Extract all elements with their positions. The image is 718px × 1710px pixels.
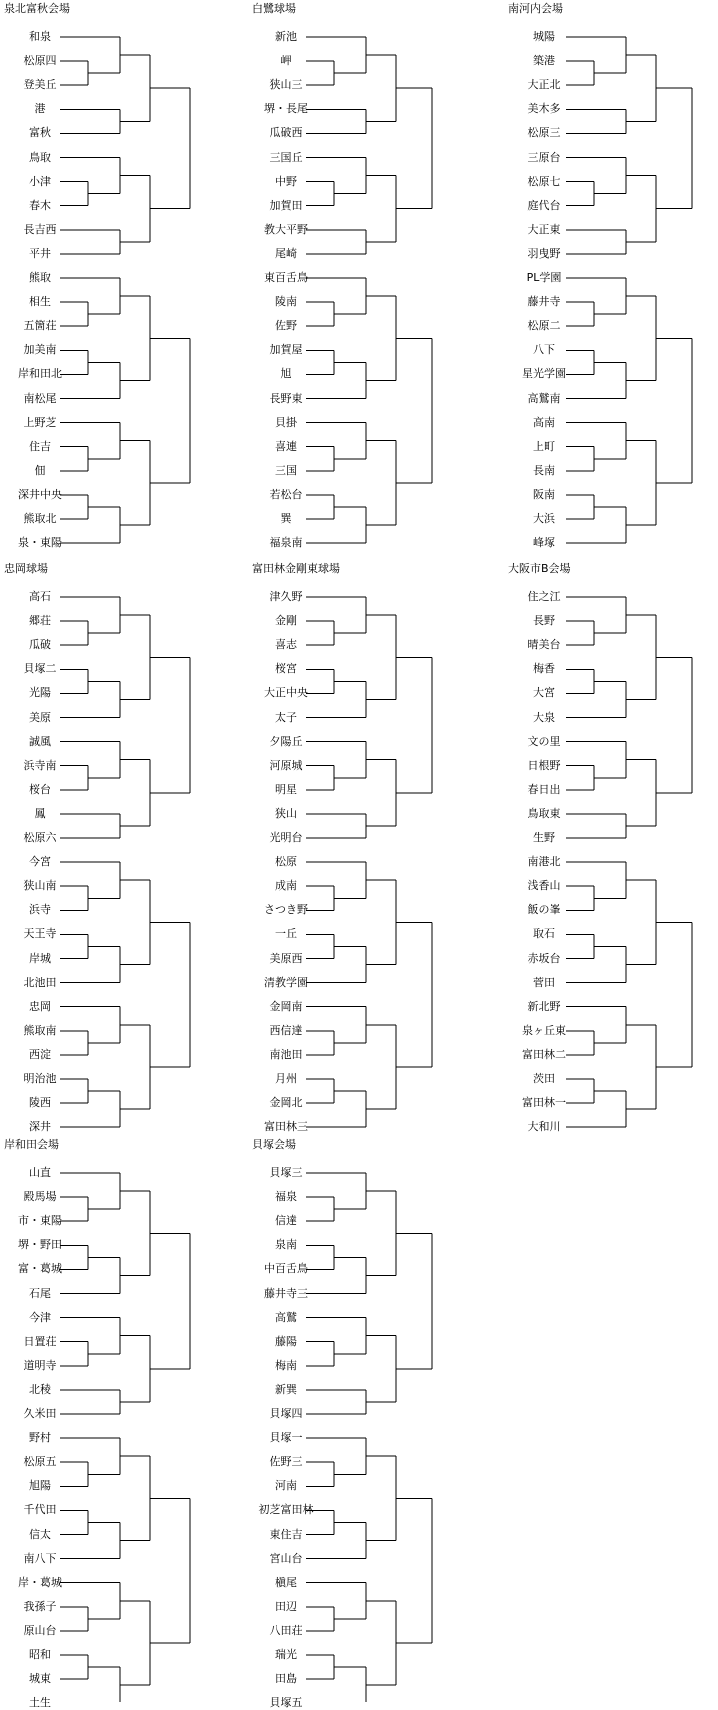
team-name: 藤陽 (275, 1334, 297, 1348)
team-name: 今津 (29, 1310, 51, 1324)
team-name: 狭山 (275, 806, 297, 820)
team-name: 五箇荘 (23, 319, 57, 333)
team-name: 金岡南 (269, 999, 303, 1013)
team-name: 鳥取 (29, 150, 51, 164)
team-name: 光明台 (269, 831, 303, 844)
team-name: 堺・野田 (18, 1238, 62, 1252)
team-name: 貝塚三 (269, 1166, 303, 1179)
team-name: 富秋 (29, 126, 51, 140)
team-name: 宮山台 (269, 1551, 303, 1565)
team-name: 鳥取東 (527, 806, 561, 820)
team-name: 長吉西 (23, 222, 57, 236)
team-name: 新巽 (275, 1382, 297, 1396)
team-name: 三原台 (527, 150, 561, 164)
team-name: 一丘 (275, 927, 297, 941)
team-name: 平井 (29, 246, 51, 260)
team-name: 鳳 (34, 806, 46, 820)
team-name: 忠岡 (29, 999, 51, 1013)
team-name: 成南 (275, 879, 297, 893)
team-name: 松原七 (527, 174, 561, 188)
team-name: 瓜破 (29, 638, 51, 652)
team-name: 金剛 (275, 614, 297, 628)
team-name: 夕陽丘 (269, 734, 303, 748)
team-name: 阪南 (533, 487, 555, 501)
team-name: 貝掛 (275, 415, 297, 429)
team-name: 住吉 (29, 439, 51, 453)
team-name: 熊取南 (23, 1023, 57, 1037)
team-name: 南池田 (269, 1047, 303, 1061)
team-name: 今宮 (29, 855, 51, 869)
team-name: 生野 (533, 831, 555, 844)
venue-title: 忠岡球場 (4, 562, 48, 575)
team-name: 長野 (533, 614, 555, 628)
team-name: 殿馬場 (23, 1190, 57, 1204)
team-name: 狭山南 (23, 879, 57, 893)
team-name: 岸・葛城 (18, 1575, 62, 1589)
team-name: 佃 (34, 463, 46, 477)
team-name: 熊取北 (23, 512, 57, 525)
team-name: 佐野 (275, 319, 297, 333)
team-name: 貝塚二 (23, 662, 57, 676)
venue-title: 南河内会場 (508, 2, 563, 15)
team-name: 大和川 (527, 1120, 561, 1134)
team-name: 西淀 (29, 1047, 51, 1061)
team-name: 晴美台 (527, 638, 561, 652)
team-name: 堺・長尾 (264, 102, 308, 116)
team-name: 月州 (275, 1072, 297, 1085)
team-name: 深井 (29, 1120, 51, 1134)
team-name: 大正北 (527, 78, 561, 92)
team-name: 三国丘 (269, 150, 303, 164)
team-name: 富田林三 (264, 1120, 308, 1134)
team-name: 赤坂台 (527, 951, 561, 965)
team-name: 熊取 (29, 271, 51, 284)
team-name: 太子 (275, 710, 297, 724)
team-name: 信太 (29, 1527, 51, 1541)
team-name: 松原 (275, 855, 297, 869)
team-name: 城東 (29, 1672, 51, 1686)
team-name: 中百舌鳥 (264, 1262, 308, 1276)
team-name: 明星 (275, 782, 297, 796)
team-name: 我孫子 (23, 1599, 57, 1613)
team-name: 河原城 (269, 758, 303, 772)
team-name: 教大平野 (264, 222, 308, 236)
team-name: 郷荘 (29, 614, 51, 628)
team-name: 東百舌鳥 (264, 271, 308, 284)
team-name: 金岡北 (269, 1096, 303, 1110)
team-name: 清教学園 (264, 975, 308, 989)
team-name: 深井中央 (18, 487, 62, 501)
team-name: 春木 (29, 198, 51, 212)
team-name: 陵南 (275, 295, 297, 309)
team-name: 津久野 (269, 590, 303, 603)
team-name: 旭 (280, 367, 292, 381)
team-name: 八田荘 (269, 1623, 303, 1637)
team-name: 長野東 (269, 391, 303, 405)
team-name: 新北野 (527, 999, 561, 1013)
venue-title: 貝塚会場 (252, 1138, 296, 1151)
team-name: 信達 (275, 1214, 297, 1228)
team-name: 南八下 (23, 1551, 57, 1565)
team-name: 東住吉 (269, 1527, 303, 1541)
team-name: 貝塚五 (269, 1696, 303, 1710)
team-name: 美原西 (269, 951, 303, 965)
team-name: 喜連 (275, 439, 297, 453)
team-name: 大宮 (533, 686, 555, 700)
team-name: 北池田 (23, 975, 57, 989)
team-name: 藤井寺 (527, 295, 561, 309)
team-name: 桜台 (29, 782, 51, 796)
team-name: 浜寺 (29, 903, 51, 917)
team-name: PL学園 (526, 271, 562, 284)
venue-title: 白鷺球場 (252, 2, 296, 15)
team-name: 誠風 (29, 734, 51, 748)
team-name: 飯の峯 (527, 903, 561, 917)
team-name: 巽 (280, 512, 292, 525)
team-name: 市・東陽 (18, 1214, 62, 1228)
team-name: 星光学園 (522, 367, 566, 381)
team-name: 南松尾 (23, 391, 57, 405)
team-name: 浅香山 (527, 879, 561, 893)
team-name: 泉ヶ丘東 (522, 1023, 566, 1037)
team-name: 瑞光 (275, 1648, 297, 1661)
team-name: 福泉南 (269, 536, 303, 550)
team-name: 貝塚一 (269, 1431, 303, 1445)
team-name: 貝塚四 (269, 1407, 303, 1420)
team-name: 松原三 (527, 126, 561, 140)
team-name: 泉・東陽 (18, 536, 62, 550)
team-name: 大正中央 (264, 686, 308, 700)
team-name: 大正東 (527, 222, 561, 236)
team-name: 相生 (29, 295, 51, 309)
team-name: 土生 (29, 1696, 51, 1710)
team-name: 日根野 (527, 758, 561, 772)
team-name: 藤井寺三 (264, 1286, 308, 1300)
team-name: 和泉 (29, 30, 51, 43)
team-name: 大泉 (533, 710, 555, 724)
team-name: 梅香 (533, 662, 555, 676)
team-name: 槇尾 (275, 1575, 297, 1589)
team-name: 取石 (533, 927, 555, 941)
team-name: 菅田 (533, 975, 555, 989)
team-name: 浜寺南 (23, 758, 57, 772)
team-name: 山直 (29, 1166, 51, 1179)
team-name: 光陽 (29, 686, 51, 700)
team-name: 明治池 (23, 1072, 57, 1085)
team-name: 泉南 (275, 1238, 297, 1252)
team-name: 城陽 (533, 30, 555, 43)
team-name: 美原 (29, 710, 51, 724)
team-name: 八下 (533, 343, 555, 357)
team-name: 旭陽 (29, 1479, 51, 1493)
team-name: 高南 (533, 415, 555, 429)
team-name: 北稜 (29, 1382, 51, 1396)
team-name: 福泉 (275, 1190, 297, 1204)
team-name: 日置荘 (23, 1334, 57, 1348)
venue-title: 富田林金剛東球場 (252, 562, 340, 575)
team-name: 石尾 (29, 1286, 51, 1300)
venue-title: 大阪市B会場 (508, 562, 571, 575)
team-name: 瓜破西 (269, 126, 303, 140)
team-name: 千代田 (23, 1503, 57, 1517)
team-name: 岸城 (29, 951, 51, 965)
team-name: さつき野 (264, 903, 308, 917)
team-name: 桜宮 (275, 662, 297, 676)
team-name: 新池 (275, 30, 297, 43)
team-name: 大浜 (533, 512, 555, 525)
team-name: 美木多 (527, 102, 561, 116)
team-name: 春日出 (527, 782, 561, 796)
team-name: 三国 (275, 463, 297, 477)
team-name: 原山台 (23, 1623, 57, 1637)
team-name: 羽曳野 (527, 246, 561, 260)
team-name: 港 (34, 102, 46, 116)
team-name: 若松台 (269, 487, 303, 501)
venue-title: 泉北富秋会場 (4, 2, 70, 15)
team-name: 久米田 (23, 1407, 57, 1420)
team-name: 登美丘 (23, 78, 57, 92)
team-name: 富田林二 (522, 1047, 566, 1061)
team-name: 高鷲 (275, 1310, 297, 1324)
team-name: 松原二 (527, 319, 561, 333)
team-name: 上町 (533, 439, 555, 453)
team-name: 文の里 (527, 734, 561, 748)
team-name: 松原五 (23, 1455, 57, 1469)
team-name: 道明寺 (23, 1358, 57, 1372)
team-name: 田島 (275, 1672, 297, 1686)
team-name: 高鷲南 (527, 391, 561, 405)
team-name: 岬 (280, 54, 292, 68)
team-name: 小津 (29, 174, 51, 188)
team-name: 岸和田北 (18, 367, 62, 381)
team-name: 富田林一 (522, 1096, 566, 1110)
team-name: 西信達 (269, 1023, 303, 1037)
team-name: 狭山三 (269, 78, 303, 92)
team-name: 野村 (29, 1431, 51, 1445)
team-name: 住之江 (527, 590, 561, 603)
team-name: 田辺 (275, 1599, 297, 1613)
team-name: 上野芝 (23, 415, 57, 429)
team-name: 尾崎 (275, 246, 297, 260)
venue-title: 岸和田会場 (4, 1138, 59, 1151)
team-name: 庭代台 (527, 198, 561, 212)
team-name: 南港北 (527, 855, 561, 869)
team-name: 高石 (29, 590, 51, 603)
team-name: 河南 (275, 1479, 297, 1493)
team-name: 松原六 (23, 831, 57, 844)
team-name: 加賀田 (269, 198, 303, 212)
team-name: 陵西 (29, 1096, 51, 1110)
team-name: 昭和 (29, 1648, 51, 1661)
team-name: 喜志 (275, 638, 297, 652)
team-name: 長南 (533, 463, 555, 477)
team-name: 加美南 (23, 343, 57, 357)
team-name: 富・葛城 (18, 1262, 62, 1276)
team-name: 峰塚 (533, 536, 555, 550)
team-name: 天王寺 (23, 927, 57, 941)
team-name: 中野 (275, 174, 297, 188)
team-name: 茨田 (533, 1072, 555, 1085)
team-name: 初芝富田林 (258, 1503, 314, 1517)
team-name: 松原四 (23, 54, 57, 68)
team-name: 佐野三 (269, 1455, 303, 1469)
team-name: 梅南 (275, 1358, 297, 1372)
team-name: 築港 (533, 54, 555, 68)
team-name: 加賀屋 (269, 343, 303, 357)
